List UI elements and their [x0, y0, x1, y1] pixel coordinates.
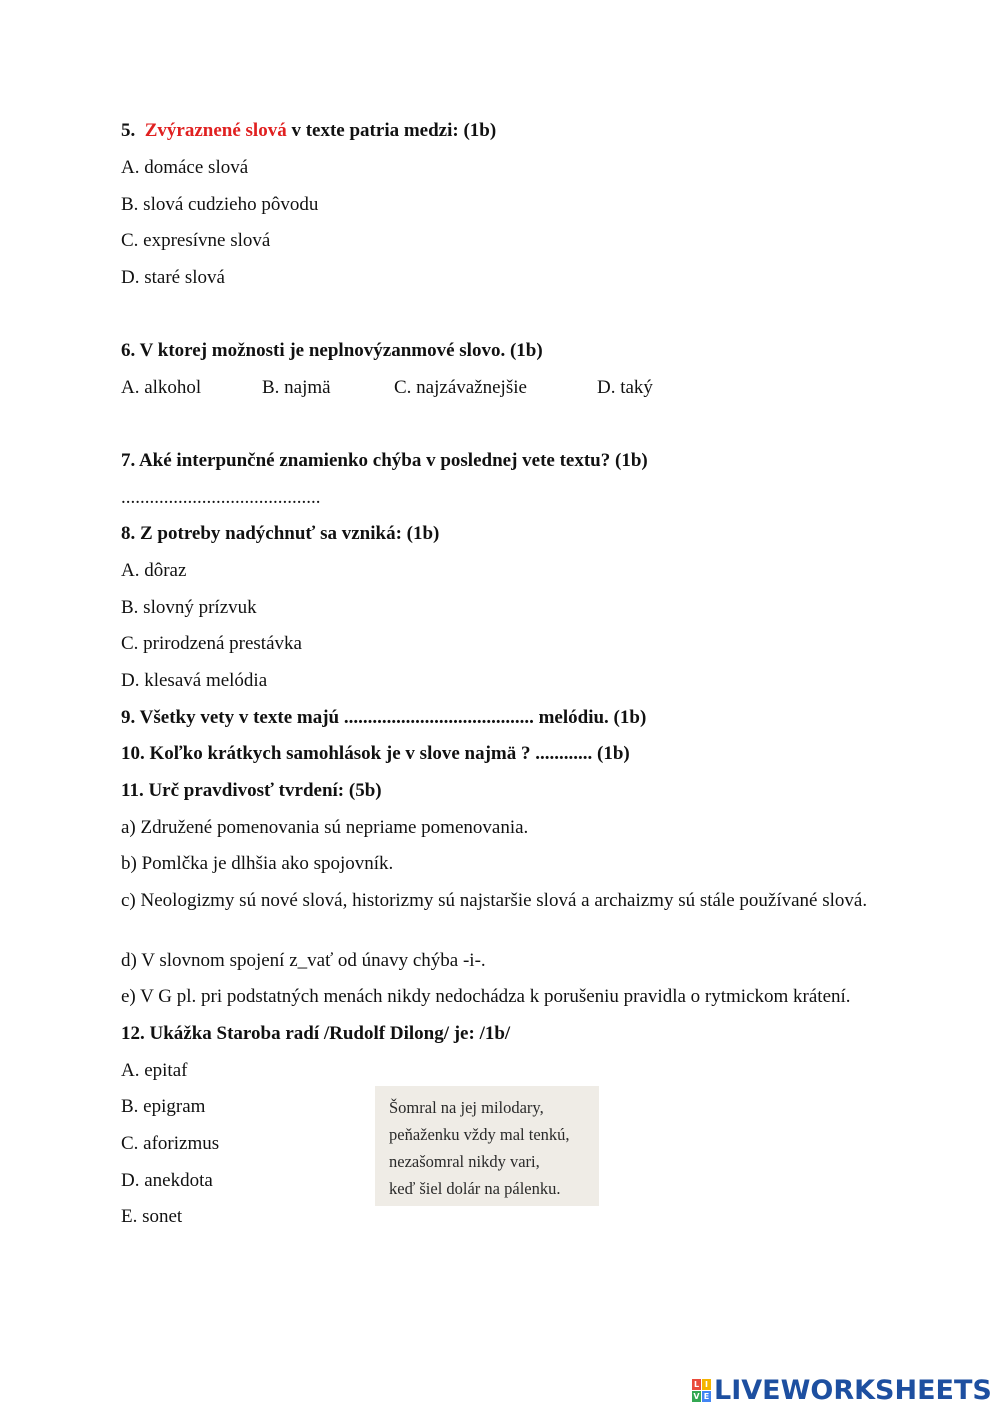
q8-option-c: C. prirodzená prestávka [121, 633, 302, 654]
logo-icon-tile: V [693, 1391, 700, 1401]
logo-icon-tile: L [693, 1379, 700, 1389]
q8-option-d: D. klesavá melódia [121, 670, 268, 691]
q11-statement-d: d) V slovnom spojení z_vať od únavy chýba -i-. [121, 950, 486, 971]
q11-title: 11. Urč pravdivosť tvrdení: (5b) [121, 780, 382, 801]
poem-line: keď šiel dolár na pálenku. [389, 1179, 561, 1198]
liveworksheets-logo-icon [692, 1379, 711, 1402]
q12-option-d: D. anekdota [121, 1170, 213, 1191]
liveworksheets-logo [692, 1374, 992, 1406]
q12-option-b: B. epigram [121, 1096, 206, 1117]
q11-statement-c: c) Neologizmy sú nové slová, historizmy sú najstaršie slová a archaizmy sú stále používané slová. [121, 890, 868, 911]
q8-title: 8. Z potreby nadýchnuť sa vzniká: (1b) [121, 523, 440, 544]
poem-line: peňaženku vždy mal tenkú, [389, 1125, 570, 1144]
q6-option-a: A. alkohol [121, 377, 202, 398]
q5-number: 5. [121, 120, 136, 141]
q5-option-c: C. expresívne slová [121, 230, 271, 251]
q9-title: 9. Všetky vety v texte majú ........................................ melódiu. (1b) [121, 707, 647, 728]
logo-icon-tile: I [702, 1379, 711, 1390]
q11-statement-b: b) Pomlčka je dlhšia ako spojovník. [121, 853, 394, 874]
q6-option-b: B. najmä [262, 377, 331, 398]
q5-rest: v texte patria medzi: (1b) [286, 120, 497, 141]
q7-answer-line[interactable]: .......................................... [121, 487, 321, 508]
q12-title: 12. Ukážka Staroba radí /Rudolf Dilong/ je: /1b/ [121, 1023, 511, 1044]
poem-line: nezašomral nikdy vari, [389, 1152, 540, 1171]
q8-option-b: B. slovný prízvuk [121, 597, 257, 618]
logo-icon-tile: E [703, 1391, 710, 1401]
q11-statement-a: a) Združené pomenovania sú nepriame pomenovania. [121, 817, 529, 838]
q8-option-a: A. dôraz [121, 560, 187, 581]
q6-option-d: D. taký [597, 377, 653, 398]
q6-title: 6. V ktorej možnosti je neplnovýzanmové slovo. (1b) [121, 340, 543, 361]
poem-line: Šomral na jej milodary, [389, 1098, 544, 1117]
q11-statement-e: e) V G pl. pri podstatných menách nikdy nedochádza k porušeniu pravidla o rytmickom krátení. [121, 986, 851, 1007]
q12-option-e: E. sonet [121, 1206, 183, 1227]
q5-option-d: D. staré slová [121, 267, 225, 288]
q5-title [121, 119, 496, 143]
q7-title: 7. Aké interpunčné znamienko chýba v poslednej vete textu? (1b) [121, 450, 648, 471]
q6-option-c: C. najzávažnejšie [394, 377, 527, 398]
poem-excerpt [375, 1086, 599, 1206]
q5-option-a: A. domáce slová [121, 157, 249, 178]
q5-option-b: B. slová cudzieho pôvodu [121, 194, 319, 215]
q10-title: 10. Koľko krátkych samohlások je v slove najmä ? ............ (1b) [121, 743, 630, 764]
logo-text: LIVEWORKSHEETS [714, 1374, 992, 1406]
q5-highlight: Zvýraznené slová [144, 120, 287, 141]
q12-option-c: C. aforizmus [121, 1133, 220, 1154]
q12-option-a: A. epitaf [121, 1060, 188, 1081]
